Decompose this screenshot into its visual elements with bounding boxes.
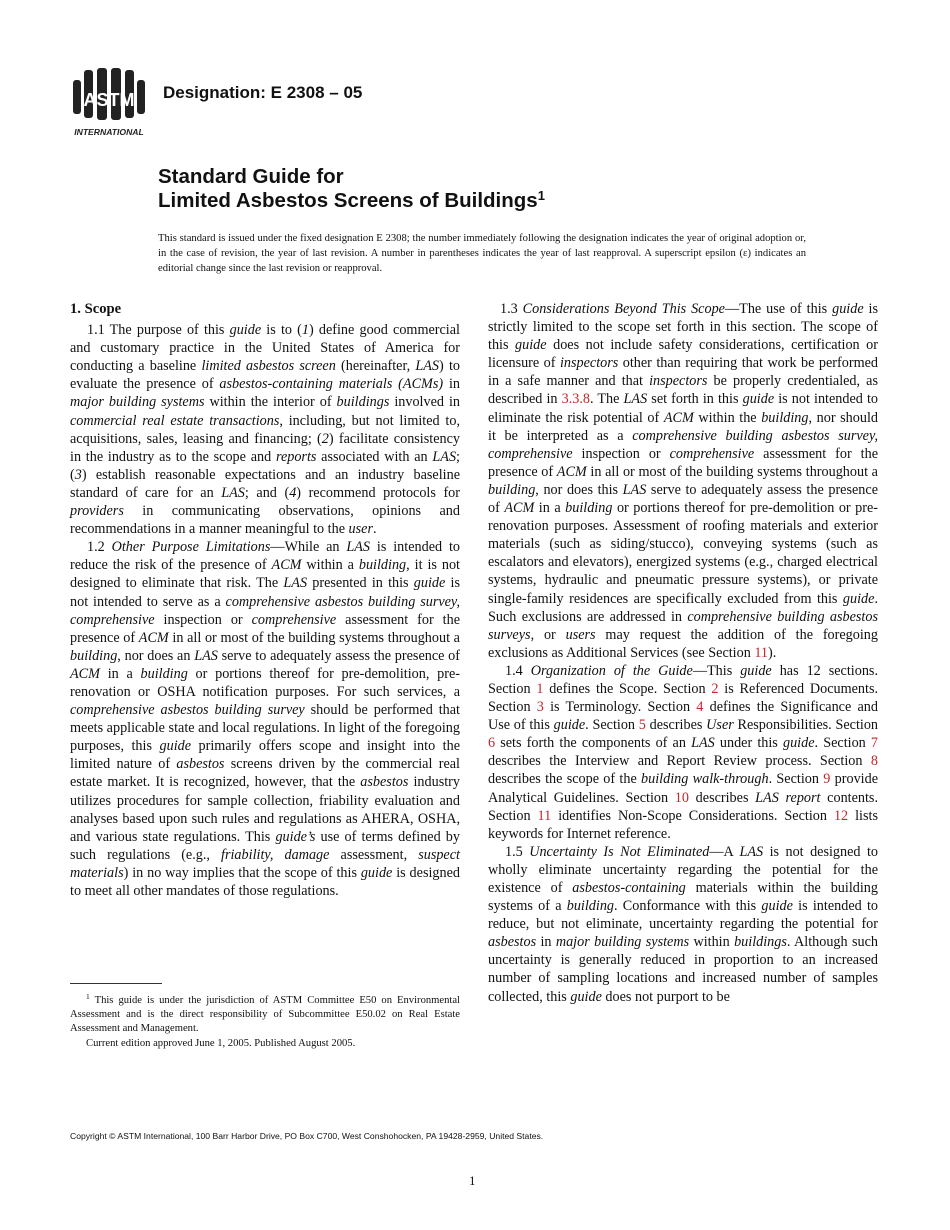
page-number: 1 bbox=[469, 1173, 476, 1188]
title-footnote-mark: 1 bbox=[537, 188, 545, 203]
copyright: Copyright © ASTM International, 100 Barr Harbor Drive, PO Box C700, West Conshohocken, PA 19428-2959, United States. bbox=[70, 1131, 544, 1141]
left-column bbox=[70, 300, 460, 900]
paragraph-1-2: 1.2 Other Purpose Limitations—While an LAS is intended to reduce the risk of the presence of ACM within a building, it is not designed to eliminate that risk. The LAS presented in this guide is not intended to serve as a comprehensive asbestos building survey, comprehensive inspection or comprehensive assessment for the presence of ACM in all or most of the building systems throughout a building, nor does an LAS serve to adequately assess the presence of ACM in a building or portions thereof for pre-demolition, pre-renovation or OSHA notification purposes. For such services, a comprehensive asbestos building survey should be performed that meets applicable state and local regulations. In light of the foregoing purposes, this guide primarily offers scope and insight into the limited nature of asbestos screens driven by the commercial real estate market. It is recognized, however, that the asbestos industry utilizes procedures for sample collection, friability evaluation and analyses based upon such rules and regulations as AHERA, OSHA, and various state regulations. This guide’s use of terms defined by such regulations (e.g., friability, damage assessment, suspect materials) in no way implies that the scope of this guide is designed to meet all other mandates of those regulations. bbox=[70, 539, 461, 899]
link-section-8[interactable]: 8 bbox=[870, 753, 878, 770]
link-section-4[interactable]: 4 bbox=[696, 699, 704, 716]
link-section-5[interactable]: 5 bbox=[638, 717, 646, 734]
footnote bbox=[70, 994, 460, 1051]
footnote-edition: Current edition approved June 1, 2005. Published August 2005. bbox=[86, 1037, 356, 1049]
footnote-divider bbox=[70, 983, 162, 984]
section-heading-scope: 1. Scope bbox=[70, 301, 122, 317]
title-line-2 bbox=[158, 189, 545, 213]
astm-logo bbox=[70, 66, 150, 142]
designation: Designation: E 2308 – 05 bbox=[163, 83, 363, 102]
link-section-1[interactable]: 1 bbox=[536, 680, 544, 697]
link-section-11b[interactable]: 11 bbox=[537, 807, 552, 824]
title-line-1: Standard Guide for bbox=[158, 165, 344, 188]
paragraph-1-5: 1.5 Uncertainty Is Not Eliminated—A LAS is not designed to wholly eliminate uncertainty regarding the potential for the existence of asbestos-containing materials within the building systems of a building. Conformance with this guide is intended to reduce, but not eliminate, uncertainty regarding the potential for asbestos in major building systems within buildings. Although such uncertainty is generally reduced in proportion to an increased number of sampling locations and increased number of samples collected, this guide does not purport to be bbox=[488, 843, 878, 1005]
logo-top-text: ASTM bbox=[83, 90, 135, 110]
link-section-12[interactable]: 12 bbox=[833, 807, 849, 824]
paragraph-1-4: 1.4 Organization of the Guide—This guide has 12 sections. Section 1 defines the Scope. Section 2 is Referenced Documents. Section 3 is Terminology. Section 4 defines the Significance and Use of this guide. Section 5 describes User Responsibilities. Section 6 sets forth the components of an LAS under this guide. Section 7 describes the Interview and Report Review process. Section 8 describes the scope of the building walk-through. Section 9 provide Analytical Guidelines. Section 10 describes LAS report contents. Section 11 identifies Non-Scope Considerations. Section 12 lists keywords for Internet reference. bbox=[488, 662, 879, 842]
link-section-6[interactable]: 6 bbox=[488, 735, 496, 752]
astm-logo-graphic bbox=[70, 66, 150, 142]
logo-bottom-text: INTERNATIONAL bbox=[74, 127, 144, 137]
standard-note: This standard is issued under the fixed designation E 2308; the number immediately following the designation indicates the year of original adoption or, in the case of revision, the year of last revision. A number in parentheses indicates the year of last reapproval. A superscript epsilon (ε) indicates an editorial change since the last revision or reapproval. bbox=[158, 233, 806, 275]
link-section-9[interactable]: 9 bbox=[823, 771, 831, 788]
footnote-text bbox=[70, 994, 460, 1037]
document-title bbox=[158, 165, 545, 213]
footnote-body: This guide is under the jurisdiction of ASTM Committee E50 on Environmental Assessment and is the direct responsibility of Subcommittee E50.02 on Real Estate Assessment and Management. bbox=[70, 995, 460, 1035]
right-column bbox=[488, 300, 878, 1006]
link-section-10[interactable]: 10 bbox=[674, 789, 689, 806]
link-section-11[interactable]: 11 bbox=[754, 644, 769, 661]
footnote-mark: 1 bbox=[86, 992, 90, 1001]
paragraph-1-3: 1.3 Considerations Beyond This Scope—The use of this guide is strictly limited to the scope set forth in this section. The scope of this guide does not include safety considerations, certification or licensure of inspectors other than requiring that work be performed in a safe manner and that inspectors be properly credentialed, as described in 3.3.8. The LAS set forth in this guide is not intended to eliminate the risk potential of ACM within the building, nor should it be interpreted as a comprehensive building asbestos survey, comprehensive inspection or comprehensive assessment for the presence of ACM in all or most of the building systems throughout a building, nor does this LAS serve to adequately assess the presence of ACM in a building or portions thereof for pre-demolition or pre-renovation purposes. Assessment of roofing materials and exterior materials (such as siding/stucco), conveying systems (such as escalators and elevators), energized systems (e.g., charged electrical systems, hydraulic and pneumatic pressure systems), or private single-family residences are specifically excluded from this guide. Such exclusions are addressed in comprehensive building asbestos surveys, or users may request the addition of the foregoing exclusions as Additional Services (see Section 11). bbox=[488, 301, 879, 661]
link-section-7[interactable]: 7 bbox=[870, 735, 879, 752]
paragraph-1-1: 1.1 The purpose of this guide is to (1) define good commercial and customary practice in the United States of America for conducting a baseline limited asbestos screen (hereinafter, LAS) to evaluate the presence of asbestos-containing materials (ACMs) in major building systems within the interior of buildings involved in commercial real estate transactions, including, but not limited to, acquisitions, sales, leasing and financing; (2) facilitate consistency in the industry as to the scope and reports associated with an LAS; (3) establish reasonable expectations and an industry baseline standard of care for an LAS; and (4) recommend protocols for providers in communicating observations, opinions and recommendations in a manner meaningful to the user. bbox=[70, 322, 461, 538]
link-3-3-8[interactable]: 3.3.8 bbox=[561, 391, 590, 408]
title-line-2-text: Limited Asbestos Screens of Buildings bbox=[158, 189, 538, 212]
link-section-3[interactable]: 3 bbox=[536, 699, 544, 716]
link-section-2[interactable]: 2 bbox=[711, 680, 719, 697]
